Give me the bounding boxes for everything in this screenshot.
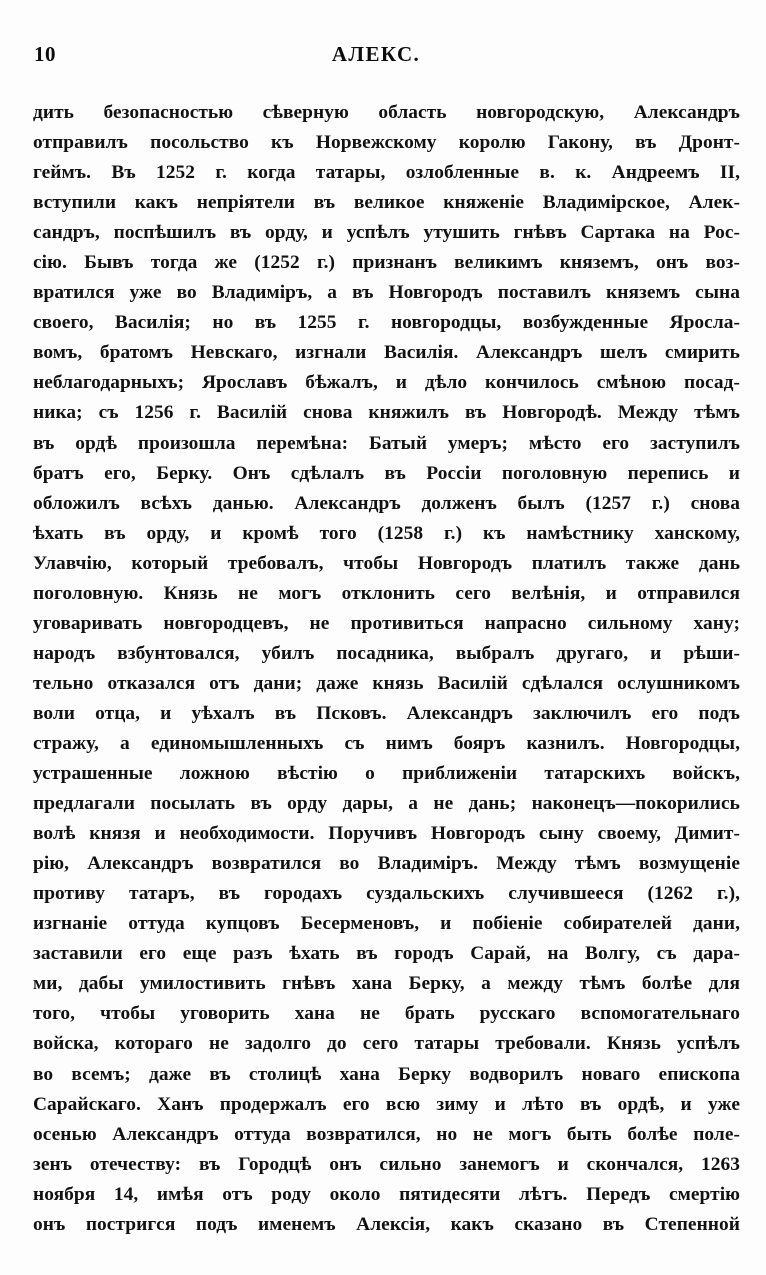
text-line-content: воли отца, и уѣхалъ въ Псковъ. Александръ заключилъ его подъ [33, 702, 740, 724]
text-line-content: зенъ отечеству: въ Городцѣ онъ сильно занемогъ и скончался, 1263 [33, 1153, 740, 1175]
text-line-content: братъ его, Берку. Онъ сдѣлалъ въ Россіи поголовную перепись и [33, 462, 740, 484]
text-line [33, 609, 740, 639]
text-line-content: вратился уже во Владиміръ, а въ Новгородъ поставилъ княземъ сына [33, 282, 740, 304]
text-line-content: устрашенные ложною вѣстію о приближеніи татарскихъ войскъ, [33, 763, 740, 785]
text-line-content: отправилъ посольство къ Норвежскому королю Гакону, въ Дронт- [33, 132, 740, 154]
text-line [33, 579, 740, 609]
text-line-content: геймъ. Въ 1252 г. когда татары, озлобленные в. к. Андреемъ II, [33, 162, 740, 184]
text-line [33, 819, 740, 849]
text-line [33, 459, 740, 489]
text-line-content: предлагали посылать въ орду дары, а не дань; наконецъ—покорились [33, 793, 740, 815]
text-line-content: ми, дабы умилостивить гнѣвъ хана Берку, а между тѣмъ болѣе для [33, 973, 740, 995]
text-line [33, 1210, 740, 1240]
text-line [33, 519, 740, 549]
text-line [33, 128, 740, 158]
text-line [33, 1060, 740, 1090]
text-line-content: дить безопасностью сѣверную область новгородскую, Александръ [33, 102, 740, 123]
text-line-content: вомъ, братомъ Невскаго, изгнали Василія. Александръ шелъ смирить [33, 342, 740, 364]
text-line-content: сію. Бывъ тогда же (1252 г.) признанъ великимъ княземъ, онъ воз- [33, 252, 740, 274]
text-line [33, 789, 740, 819]
page-number: 10 [34, 42, 56, 66]
text-line-content: того, чтобы уговорить хана не брать русскаго вспомогательнаго [33, 1003, 740, 1025]
text-line-content: вступили какъ непріятели въ великое княженіе Владимірское, Алек- [33, 192, 740, 214]
text-line [33, 1029, 740, 1059]
text-line [33, 218, 740, 248]
text-line [33, 639, 740, 669]
text-line-content: ника; съ 1256 г. Василій снова княжилъ въ Новгородѣ. Между тѣмъ [33, 402, 740, 424]
text-line-content: ноября 14, имѣя отъ роду около пятидесяти лѣтъ. Передъ смертію [33, 1183, 740, 1205]
text-line-content: своего, Василія; но въ 1255 г. новгородцы, возбужденные Яросла- [33, 312, 740, 334]
text-line-content: въ ордѣ произошла перемѣна: Батый умеръ; мѣсто его заступилъ [33, 432, 740, 454]
text-line [33, 1150, 740, 1180]
text-line-content: сандръ, поспѣшилъ въ орду, и успѣлъ утушить гнѣвъ Сартака на Рос- [33, 222, 740, 244]
text-line [33, 879, 740, 909]
text-line [33, 759, 740, 789]
text-line-content: Сарайскаго. Ханъ продержалъ его всю зиму и лѣто въ ордѣ, и уже [33, 1093, 740, 1115]
text-line-content: обложилъ всѣхъ данью. Александръ долженъ былъ (1257 г.) снова [33, 492, 740, 514]
body-text-block [33, 98, 740, 1240]
text-line [33, 669, 740, 699]
text-line [33, 729, 740, 759]
text-line [33, 999, 740, 1029]
text-line [33, 98, 740, 128]
text-line [33, 1180, 740, 1210]
text-line-content: стражу, а единомышленныхъ съ нимъ бояръ казнилъ. Новгородцы, [33, 732, 740, 754]
running-head-title: АЛЕКС. [331, 42, 421, 66]
text-line-content: уговаривать новгородцевъ, не противиться напрасно сильному хану; [33, 612, 740, 634]
text-line [33, 308, 740, 338]
text-line [33, 939, 740, 969]
text-line-content: во всемъ; даже въ столицѣ хана Берку водворилъ новаго епископа [33, 1063, 740, 1085]
running-head [34, 44, 740, 74]
text-line-content: осенью Александръ оттуда возвратился, но не могъ быть болѣе поле- [33, 1123, 740, 1145]
text-line [33, 849, 740, 879]
text-line-content: народъ взбунтовался, убилъ посадника, выбралъ другаго, и рѣши- [33, 642, 740, 664]
text-line [33, 699, 740, 729]
text-line [33, 338, 740, 368]
text-line-content: ѣхать въ орду, и кромѣ того (1258 г.) къ намѣстнику ханскому, [33, 522, 740, 544]
text-line [33, 969, 740, 999]
text-line-content: войска, котораго не задолго до сего татары требовали. Князь успѣлъ [33, 1033, 740, 1055]
text-line [33, 489, 740, 519]
text-line-content: тельно отказался отъ дани; даже князь Василій сдѣлался ослушникомъ [33, 672, 740, 694]
text-line [33, 368, 740, 398]
text-line [33, 909, 740, 939]
text-line-content: онъ постригся подъ именемъ Алексія, какъ сказано въ Степенной [33, 1213, 740, 1235]
text-line [33, 549, 740, 579]
text-line [33, 398, 740, 428]
text-line [33, 278, 740, 308]
text-line [33, 429, 740, 459]
text-line-content: рію, Александръ возвратился во Владиміръ. Между тѣмъ возмущеніе [33, 853, 740, 875]
text-line-content: неблагодарныхъ; Ярославъ бѣжалъ, и дѣло кончилось смѣною посад- [33, 372, 740, 394]
text-line [33, 1090, 740, 1120]
text-line-content: поголовную. Князь не могъ отклонить сего велѣнія, и отправился [33, 582, 740, 604]
text-line-content: заставили его еще разъ ѣхать въ городъ Сарай, на Волгу, съ дара- [33, 943, 740, 965]
text-line [33, 1120, 740, 1150]
text-line-content: изгнаніе оттуда купцовъ Бесерменовъ, и побіеніе собирателей дани, [33, 913, 740, 935]
text-line [33, 188, 740, 218]
text-line [33, 248, 740, 278]
text-line-content: Улавчію, который требовалъ, чтобы Новгородъ платилъ также дань [33, 552, 740, 574]
text-line [33, 158, 740, 188]
text-line-content: противу татаръ, въ городахъ суздальскихъ случившееся (1262 г.), [33, 883, 740, 905]
text-line-content: волѣ князя и необходимости. Поручивъ Новгородъ сыну своему, Димит- [33, 823, 740, 845]
